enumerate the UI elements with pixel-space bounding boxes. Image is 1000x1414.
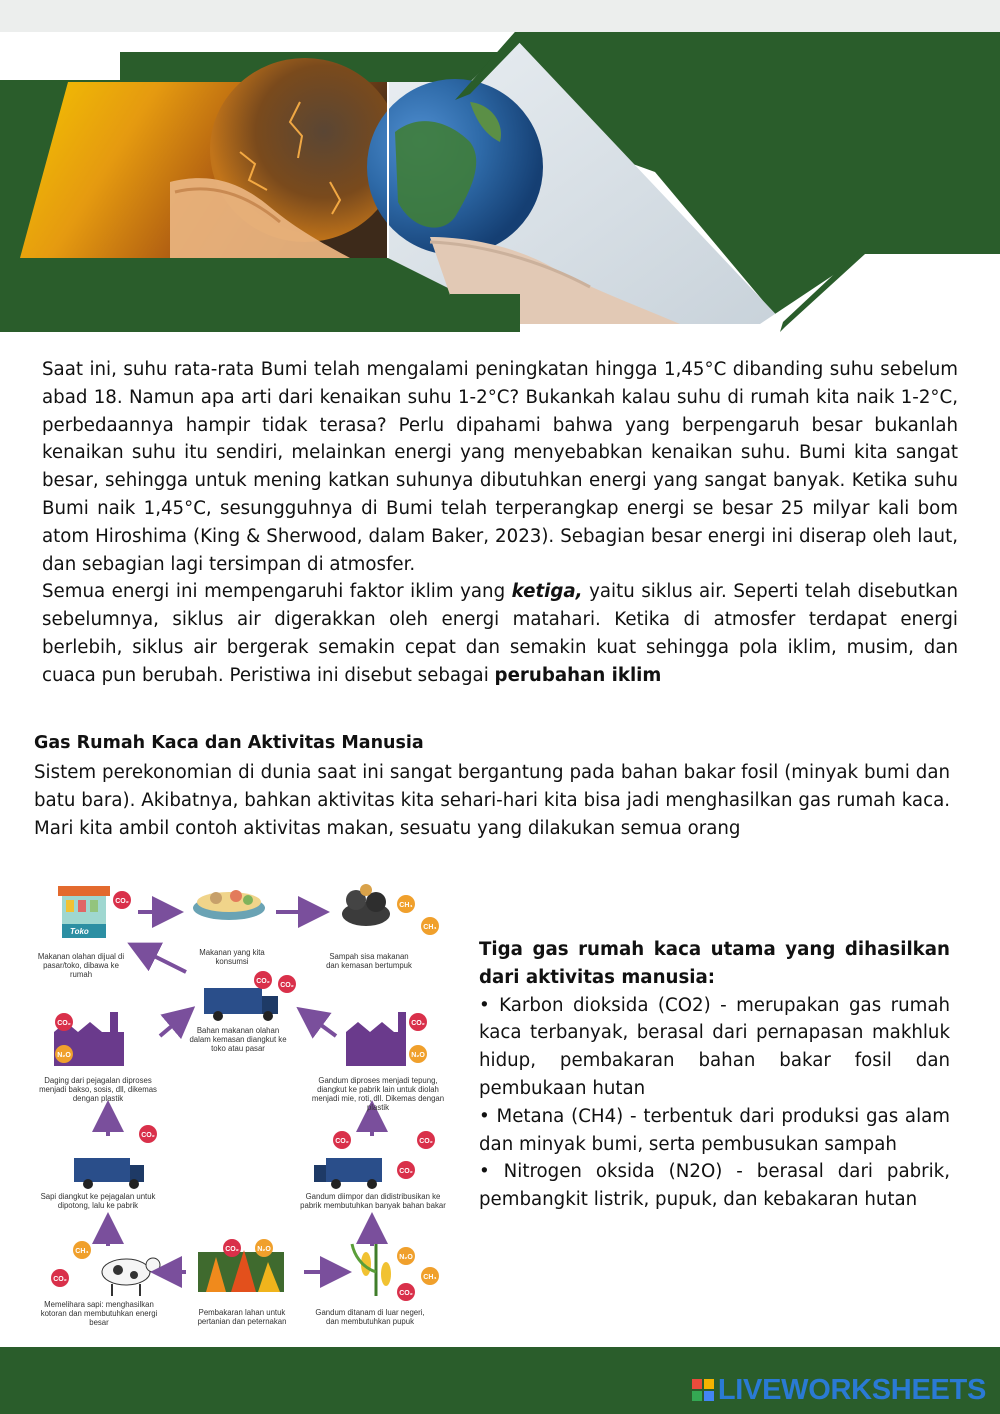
svg-text:N₂O: N₂O [57,1052,71,1059]
co2-badge [333,1131,351,1149]
co2-badge [409,1013,427,1031]
gas-item-co2: • Karbon dioksida (CO2) - merupakan gas rumah kaca terbanyak, berasal dari pernapasan makhluk hidup, pembakaran bahan bakar fosil dan pembukaan hutan [479,994,950,1099]
co2-badge [113,891,131,909]
label-corn: Gandum ditanam di luar negeri, dan membutuhkan pupuk [315,1308,425,1326]
svg-text:CO₂: CO₂ [399,1290,413,1297]
co2-badge [51,1269,69,1287]
label-toko: Makanan olahan dijual di pasar/toko, dibawa ke rumah [37,952,125,979]
label-truck-store: Bahan makanan olahan dalam kemasan diangkut ke toko atau pasar [189,1026,287,1053]
n2o-badge [397,1247,415,1265]
svg-text:N₂O: N₂O [411,1052,425,1059]
svg-text:CO₂: CO₂ [411,1020,425,1027]
gas-item-ch4: • Metana (CH4) - terbentuk dari produksi gas alam dan minyak bumi, serta pembusukan sampah [479,1105,950,1155]
svg-text:CO₂: CO₂ [57,1020,71,1027]
label-burning: Pembakaran lahan untuk pertanian dan peternakan [197,1308,287,1326]
emphasis-ketiga: ketiga, [511,581,583,603]
svg-text:CO₂: CO₂ [141,1132,155,1139]
label-waste: Sampah sisa makanan dan kemasan bertumpuk [326,952,412,970]
label-cattle-truck: Sapi diangkut ke pejagalan untuk dipotong, lalu ke pabrik [40,1192,156,1210]
ch4-badge [421,917,439,935]
svg-text:N₂O: N₂O [257,1246,271,1253]
co2-badge [397,1283,415,1301]
svg-text:CO₂: CO₂ [256,978,270,985]
svg-text:N₂O: N₂O [399,1254,413,1261]
svg-text:CH₄: CH₄ [423,1274,437,1281]
svg-text:CH₄: CH₄ [75,1248,89,1255]
ch4-badge [421,1267,439,1285]
ch4-badge [73,1241,91,1259]
co2-badge [397,1161,415,1179]
hero-banner [0,32,1000,332]
ch4-badge [397,895,415,913]
paragraph-2-middle: yaitu siklus air. Seperti telah disebutkan sebelumnya, siklus air digerakkan oleh energi matahari. Ketika di atmosfer terdapat energi berlebih, siklus air bergerak semakin cepat dan semakin kuat sehingga pola iklim, musim, dan cuaca pun berubah. Peristiwa ini disebut sebagai [42,581,958,686]
svg-text:CH₄: CH₄ [423,924,437,931]
svg-text:CO₂: CO₂ [280,982,294,989]
co2-badge [55,1013,73,1031]
n2o-badge [255,1239,273,1257]
co2-badge [278,975,296,993]
n2o-badge [409,1045,427,1063]
paragraph-2 [42,578,958,689]
co2-badge [223,1239,241,1257]
section-title: Gas Rumah Kaca dan Aktivitas Manusia [34,733,424,753]
toko-sign: Toko [70,927,89,936]
co2-badge [139,1125,157,1143]
svg-text:CO₂: CO₂ [419,1138,433,1145]
gas-item-n2o: • Nitrogen oksida (N2O) - berasal dari pabrik, pembangkit listrik, pupuk, dan kebakaran hutan [479,1161,950,1211]
label-cow: Memelihara sapi: menghasilkan kotoran dan membutuhkan energi besar [40,1300,158,1327]
label-wheat-factory: Gandum diproses menjadi tepung, diangkut ke pabrik lain untuk diolah menjadi mie, roti, dll. Dikemas dengan plastik [311,1076,445,1112]
greenhouse-gas-list [479,936,950,1214]
co2-badge [254,971,272,989]
intro-paragraphs [42,356,958,690]
co2-badge [417,1131,435,1149]
food-emission-diagram [36,872,456,1337]
brand-logo-icon [692,1379,714,1401]
liveworksheets-brand [692,1375,986,1405]
label-meal: Makanan yang kita konsumsi [199,948,265,966]
section-text: Sistem perekonomian di dunia saat ini sangat bergantung pada bahan bakar fosil (minyak bumi dan batu bara). Akibatnya, bahkan aktivitas kita sehari-hari kita bisa jadi menghasilkan gas rumah kaca. Mari kita ambil contoh aktivitas makan, sesuatu yang dilakukan semua orang [34,762,950,839]
svg-text:CO₂: CO₂ [115,898,129,905]
label-wheat-import: Gandum diimpor dan didistribusikan ke pabrik membutuhkan banyak bahan bakar [300,1192,446,1210]
svg-text:CO₂: CO₂ [225,1246,239,1253]
top-strip [0,0,1000,32]
gas-list-heading: Tiga gas rumah kaca utama yang dihasilkan dari aktivitas manusia: [479,939,950,988]
term-perubahan-iklim: perubahan iklim [494,664,662,686]
svg-text:CH₄: CH₄ [399,902,413,909]
label-meat-factory: Daging dari pejagalan diproses menjadi bakso, sosis, dll, dikemas dengan plastik [39,1076,157,1103]
svg-text:CO₂: CO₂ [335,1138,349,1145]
paragraph-1: Saat ini, suhu rata-rata Bumi telah mengalami peningkatan hingga 1,45°C dibanding suhu sebelum abad 18. Namun apa arti dari kenaikan suhu 1-2°C? Bukankah kalau suhu di rumah kita naik 1-2°C, perbedaannya hampir tidak terasa? Perlu dipahami bahwa yang berpengaruh besar bukanlah kenaikan suhu itu sendiri, melainkan energi yang menyebabkan kenaikan suhu. Bumi kita sangat besar, sehingga untuk mening katkan suhunya dibutuhkan energi yang sangat banyak. Ketika suhu Bumi naik 1,45°C, sesungguhnya di Bumi telah terperangkap energi se besar 25 milyar kali bom atom Hiroshima (King & Sherwood, dalam Baker, 2023). Sebagian besar energi ini diserap oleh laut, dan sebagian lagi tersimpan di atmosfer. [42,359,958,575]
svg-text:CO₂: CO₂ [399,1168,413,1175]
brand-name: LIVEWORKSHEETS [717,1373,986,1406]
svg-text:CO₂: CO₂ [53,1276,67,1283]
paragraph-2-start: Semua energi ini mempengaruhi faktor iklim yang [42,581,512,603]
n2o-badge [55,1045,73,1063]
